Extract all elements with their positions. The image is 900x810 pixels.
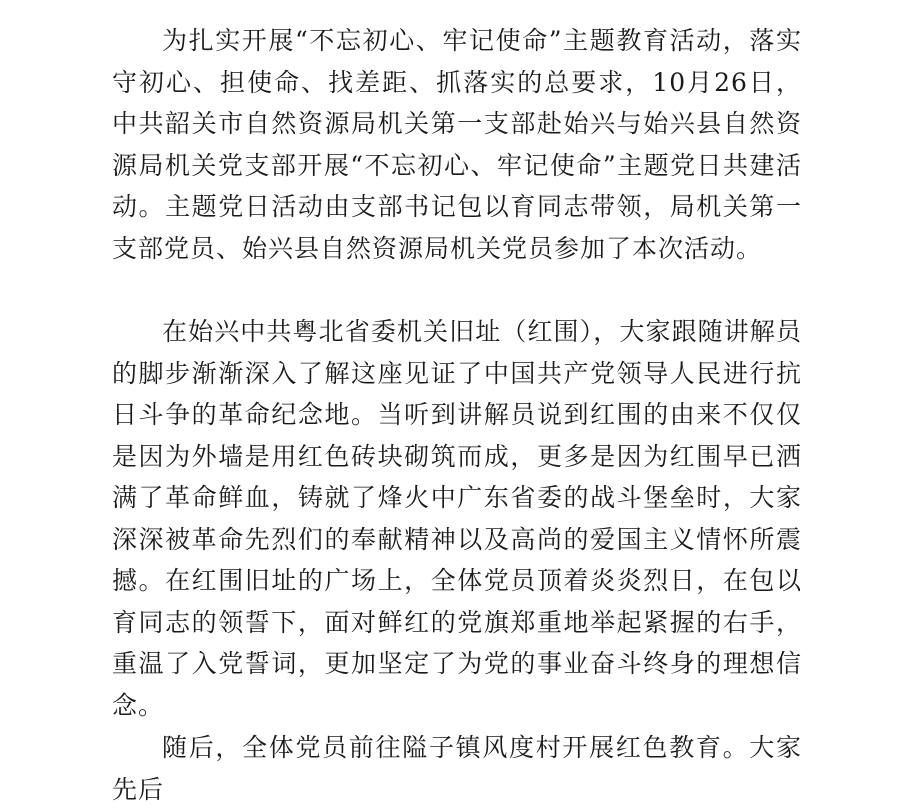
paragraph-fengdu-village: 随后，全体党员前往隘子镇风度村开展红色教育。大家先后: [112, 733, 802, 804]
paragraph-intro: 为扎实开展“不忘初心、牢记使命”主题教育活动，落实守初心、担使命、找差距、抓落实的总要求，10月26日，中共韶关市自然资源局机关第一支部赴始兴与始兴县自然资源局机关党支部开展“不忘初心、牢记使命”主题党日共建活动。主题党日活动由支部书记包以育同志带领，局机关第一支部党员、始兴县自然资源局机关党员参加了本次活动。: [112, 26, 802, 263]
paragraph-red-enclosure: 在始兴中共粤北省委机关旧址（红围），大家跟随讲解员的脚步渐渐深入了解这座见证了中国共产党领导人民进行抗日斗争的革命纪念地。当听到讲解员说到红围的由来不仅仅是因为外墙是用红色砖块砌筑而成，更多是因为红围早已洒满了革命鲜血，铸就了烽火中广东省委的战斗堡垒时，大家深深被革命先烈们的奉献精神以及高尚的爱国主义情怀所震撼。在红围旧址的广场上，全体党员顶着炎炎烈日，在包以育同志的领誓下，面对鲜红的党旗郑重地举起紧握的右手，重温了入党誓词，更加坚定了为党的事业奋斗终身的理想信念。: [112, 317, 802, 720]
